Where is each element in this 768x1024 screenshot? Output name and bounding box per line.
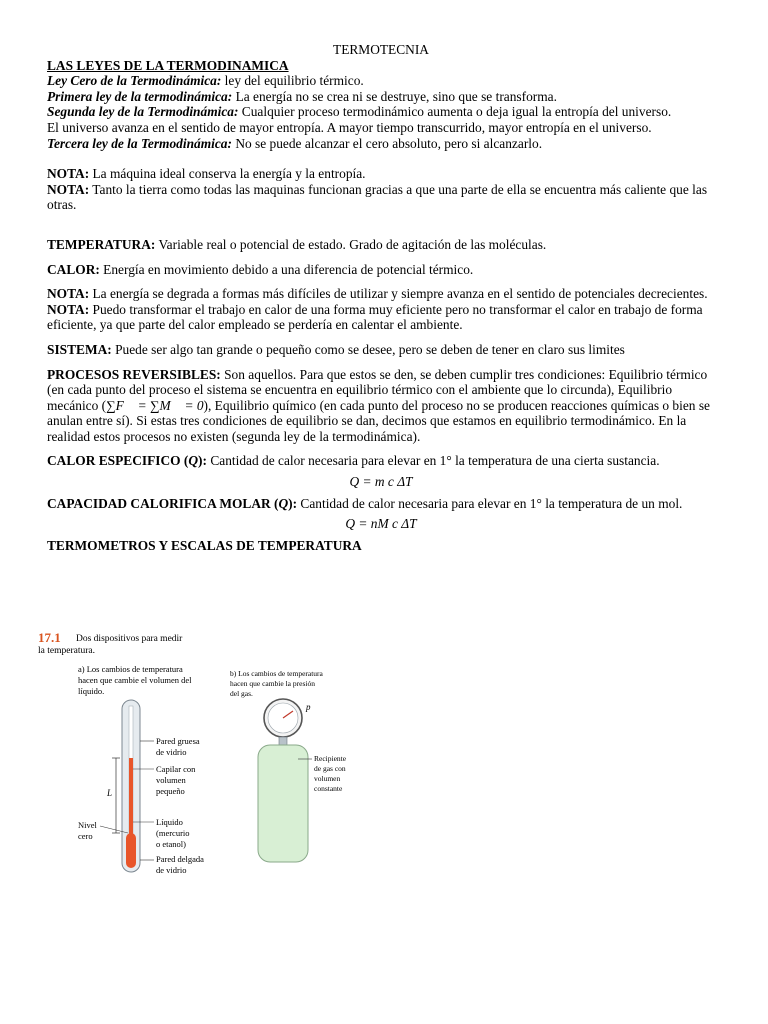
label-pared-gruesa-2: de vidrio xyxy=(156,747,187,757)
label-cero: cero xyxy=(78,831,93,841)
law-second: Segunda ley de la Termodinámica: Cualquier proceso termodinámico aumenta o deja igual la entropía del universo. xyxy=(47,104,672,120)
liquid-thermometer-icon xyxy=(122,700,140,872)
label-pared-delgada-1: Pared delgada xyxy=(156,854,204,864)
figure-caption-line1: Dos dispositivos para medir xyxy=(76,634,183,644)
thermometer-figure xyxy=(38,628,358,888)
equation-capacidad-molar: Q = nM c ΔT xyxy=(345,516,417,532)
document-title: TERMOTECNIA xyxy=(333,42,429,57)
figure-number: 17.1 xyxy=(38,630,61,645)
panel-a-label-line1: a) Los cambios de temperatura xyxy=(78,664,183,674)
label-pared-delgada-2: de vidrio xyxy=(156,865,187,875)
nota-3: NOTA: La energía se degrada a formas más difíciles de utilizar y siempre avanza en el sentido de potenciales decrecientes. xyxy=(47,286,708,302)
label-liquido-3: o etanol) xyxy=(156,839,186,849)
termometros-heading: TERMOMETROS Y ESCALAS DE TEMPERATURA xyxy=(47,537,362,553)
equilibrium-formula: ∑F⃗ = ∑M⃗ = 0 xyxy=(106,397,204,413)
panel-a-label-line2: hacen que cambie el volumen del xyxy=(78,675,192,685)
panel-b-label-line2: hacen que cambie la presión xyxy=(230,679,315,688)
label-p: p xyxy=(306,702,311,712)
label-liquido-1: Líquido xyxy=(156,817,183,827)
procesos-reversibles: PROCESOS REVERSIBLES: Son aquellos. Para que estos se den, se deben cumplir tres condiciones: Equilibrio térmico (en cada punto del proceso el sistema se encuentra en equilibrio térmico con el ambiente que lo circunda), Equilibrio mecánico (∑F⃗ = ∑M⃗ = 0), Equilibrio químico (en cada punto del proceso no se producen reacciones químicas o bien se anulan entre sí). Si estas tres condiciones de equilibrio se dan, decimos que estamos en equilibrio termodinámico. En la realidad estos procesos no existen (segunda ley de la termodinámica). xyxy=(47,366,710,444)
sistema-definition: SISTEMA: Puede ser algo tan grande o pequeño como se desee, pero se deben de tener en claro sus limites xyxy=(47,341,625,357)
calor-especifico: CALOR ESPECIFICO (Q): Cantidad de calor necesaria para elevar en 1° la temperatura de una cierta sustancia. xyxy=(47,453,660,469)
label-recipiente-1: Recipiente xyxy=(314,754,347,763)
label-capilar-2: volumen xyxy=(156,775,186,785)
equation-calor-especifico: Q = m c ΔT xyxy=(349,474,413,490)
figure-caption-line2: la temperatura. xyxy=(38,646,95,656)
panel-b-label-line3: del gas. xyxy=(230,689,253,698)
capacidad-calorifica: CAPACIDAD CALORIFICA MOLAR (Q): Cantidad de calor necesaria para elevar en 1° la temperatura de un mol. xyxy=(47,495,683,511)
label-recipiente-3: volumen xyxy=(314,774,341,783)
laws-heading: LAS LEYES DE LA TERMODINAMICA xyxy=(47,57,289,73)
law-zero: Ley Cero de la Termodinámica: ley del equilibrio térmico. xyxy=(47,73,364,89)
law-second-continued: El universo avanza en el sentido de mayor entropía. A mayor tiempo transcurrido, mayor entropía en el universo. xyxy=(47,119,652,135)
label-nivel: Nivel xyxy=(78,820,97,830)
nota-2: NOTA: Tanto la tierra como todas las maquinas funcionan gracias a que una parte de ella se encuentra más caliente que las otras. xyxy=(47,181,708,213)
temperatura-definition: TEMPERATURA: Variable real o potencial de estado. Grado de agitación de las moléculas. xyxy=(47,236,547,252)
panel-a-label-line3: líquido. xyxy=(78,686,105,696)
label-pared-gruesa-1: Pared gruesa xyxy=(156,736,200,746)
label-capilar-3: pequeño xyxy=(156,786,185,796)
label-capilar-1: Capilar con xyxy=(156,764,196,774)
calor-definition: CALOR: Energía en movimiento debido a una diferencia de potencial térmico. xyxy=(47,261,474,277)
nota-1: NOTA: La máquina ideal conserva la energía y la entropía. xyxy=(47,166,366,182)
label-recipiente-2: de gas con xyxy=(314,764,346,773)
label-L: L xyxy=(107,788,113,798)
law-third: Tercera ley de la Termodinámica: No se puede alcanzar el cero absoluto, pero si alcanzarlo. xyxy=(47,135,543,151)
panel-b-label-line1: b) Los cambios de temperatura xyxy=(230,669,323,678)
law-first: Primera ley de la termodinámica: La energía no se crea ni se destruye, sino que se transforma. xyxy=(47,88,557,104)
nota-4: NOTA: Puedo transformar el trabajo en calor de una forma muy eficiente pero no transformar el calor en trabajo de forma eficiente, ya que parte del calor empleado se perdería en calentar el ambiente. xyxy=(47,301,703,333)
document-page xyxy=(47,42,715,553)
gas-thermometer-icon xyxy=(258,699,308,862)
label-recipiente-4: constante xyxy=(314,784,343,793)
figure-svg xyxy=(38,628,358,888)
label-liquido-2: (mercurio xyxy=(156,828,190,838)
